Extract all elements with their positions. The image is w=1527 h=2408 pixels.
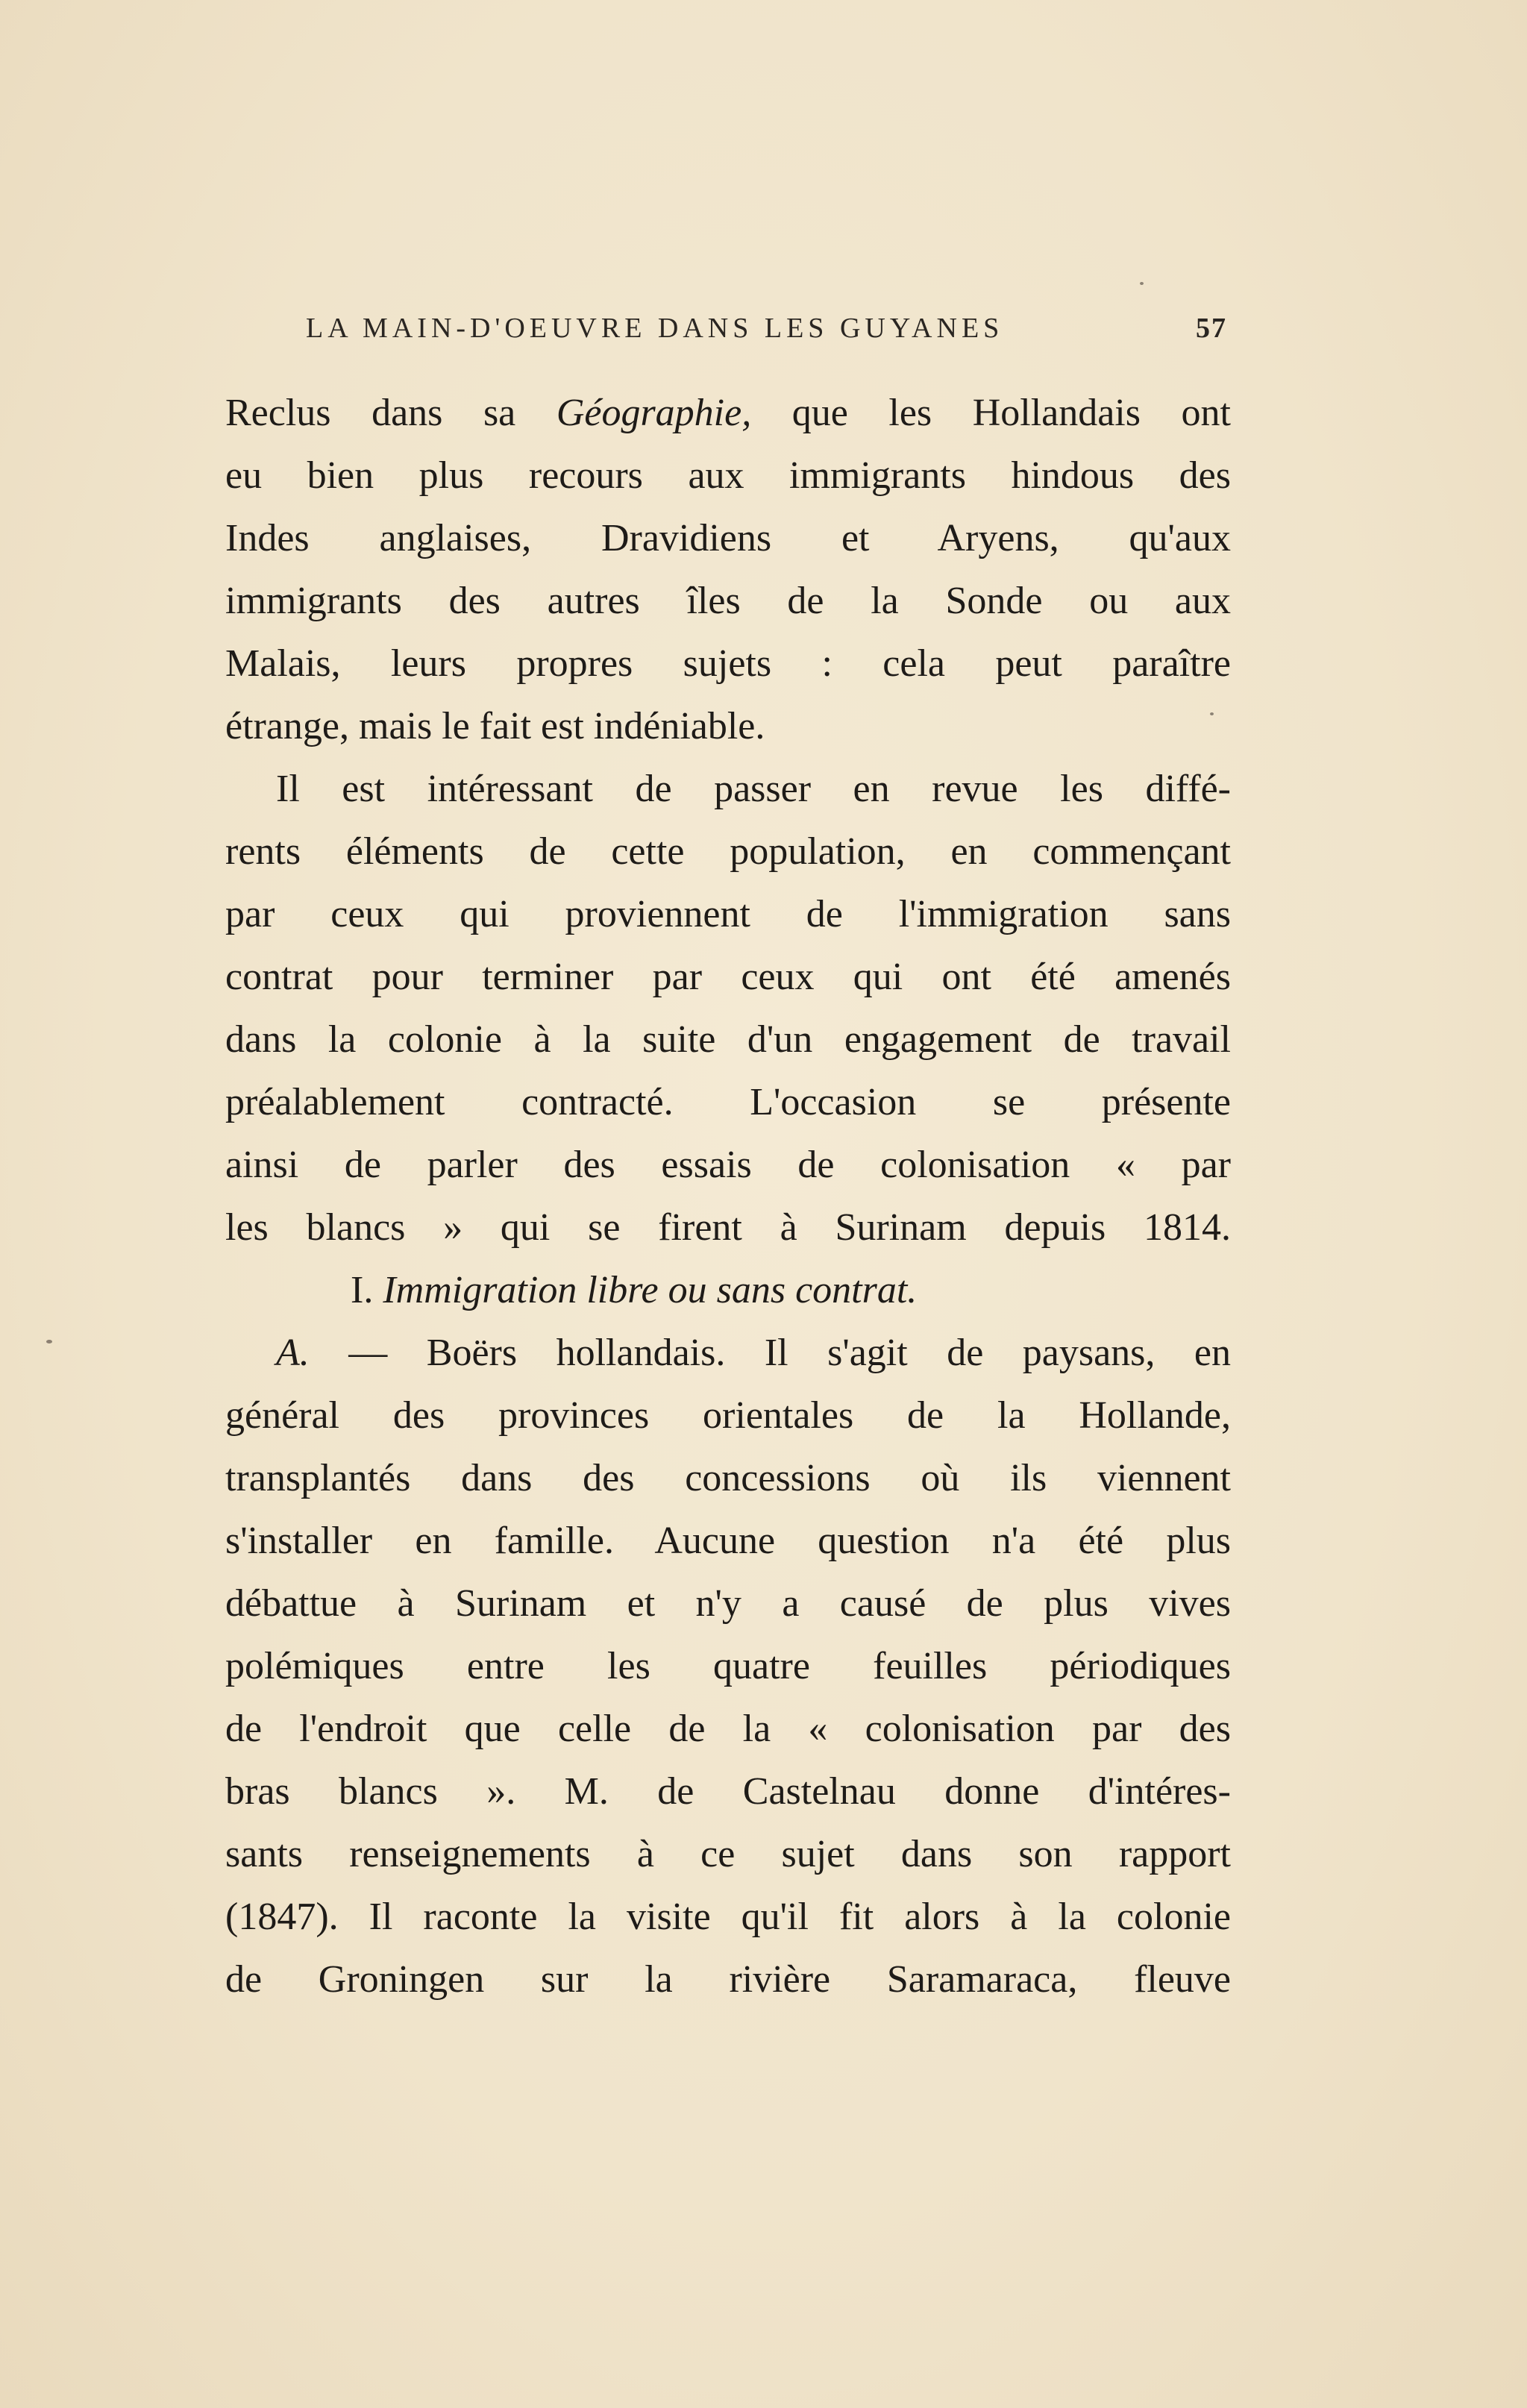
- subsection-letter: A.: [276, 1332, 310, 1374]
- text-line: transplantés dans des concessions où ils viennent: [225, 1457, 1231, 1499]
- italic-title: Géographie,: [556, 392, 752, 434]
- text-line: Indes anglaises, Dravidiens et Aryens, qu'aux: [225, 517, 1231, 559]
- text-line: (1847). Il raconte la visite qu'il fit alors à la colonie: [225, 1896, 1231, 1938]
- text-line: Malais, leurs propres sujets : cela peut paraître: [225, 642, 1231, 685]
- section-heading: I. Immigration libre ou sans contrat.: [351, 1269, 918, 1311]
- text-line: contrat pour terminer par ceux qui ont été amenés: [225, 956, 1231, 998]
- body-text: [225, 382, 1231, 2011]
- text-line: bras blancs ». M. de Castelnau donne d'intéres-: [225, 1770, 1231, 1813]
- text-line: de Groningen sur la rivière Saramaraca, fleuve: [225, 1958, 1231, 2001]
- paper-speck: [1210, 712, 1214, 715]
- paper-speck: [1140, 282, 1144, 285]
- text-line: polémiques entre les quatre feuilles périodiques: [225, 1645, 1231, 1687]
- text-line: général des provinces orientales de la Hollande,: [225, 1394, 1231, 1437]
- text-line: eu bien plus recours aux immigrants hindous des: [225, 454, 1231, 497]
- text-line: dans la colonie à la suite d'un engagement de travail: [225, 1018, 1231, 1061]
- text-line: ainsi de parler des essais de colonisation « par: [225, 1144, 1231, 1186]
- text-line: par ceux qui proviennent de l'immigration sans: [225, 893, 1231, 935]
- text-line: A. — Boërs hollandais. Il s'agit de paysans, en: [276, 1332, 1231, 1374]
- text-line: sants renseignements à ce sujet dans son rapport: [225, 1833, 1231, 1875]
- section-heading-italic: Immigration libre ou sans contrat.: [383, 1269, 918, 1311]
- page-number: 57: [1196, 313, 1227, 344]
- text-line: Il est intéressant de passer en revue les diffé-: [276, 768, 1231, 810]
- text-line: débattue à Surinam et n'y a causé de plus vives: [225, 1582, 1231, 1625]
- running-header: [306, 312, 1227, 345]
- text-line: Reclus dans sa Géographie, que les Hollandais ont: [225, 392, 1231, 434]
- running-title: LA MAIN-D'OEUVRE DANS LES GUYANES: [306, 313, 1004, 344]
- text-line: immigrants des autres îles de la Sonde ou aux: [225, 580, 1231, 622]
- text-line: étrange, mais le fait est indéniable.: [225, 705, 765, 747]
- text-line: de l'endroit que celle de la « colonisation par des: [225, 1708, 1231, 1750]
- paper-speck: [46, 1340, 52, 1343]
- text-line: rents éléments de cette population, en commençant: [225, 830, 1231, 873]
- text-line: s'installer en famille. Aucune question n'a été plus: [225, 1520, 1231, 1562]
- text-line: préalablement contracté. L'occasion se présente: [225, 1081, 1231, 1123]
- text-line: les blancs » qui se firent à Surinam depuis 1814.: [225, 1206, 1231, 1249]
